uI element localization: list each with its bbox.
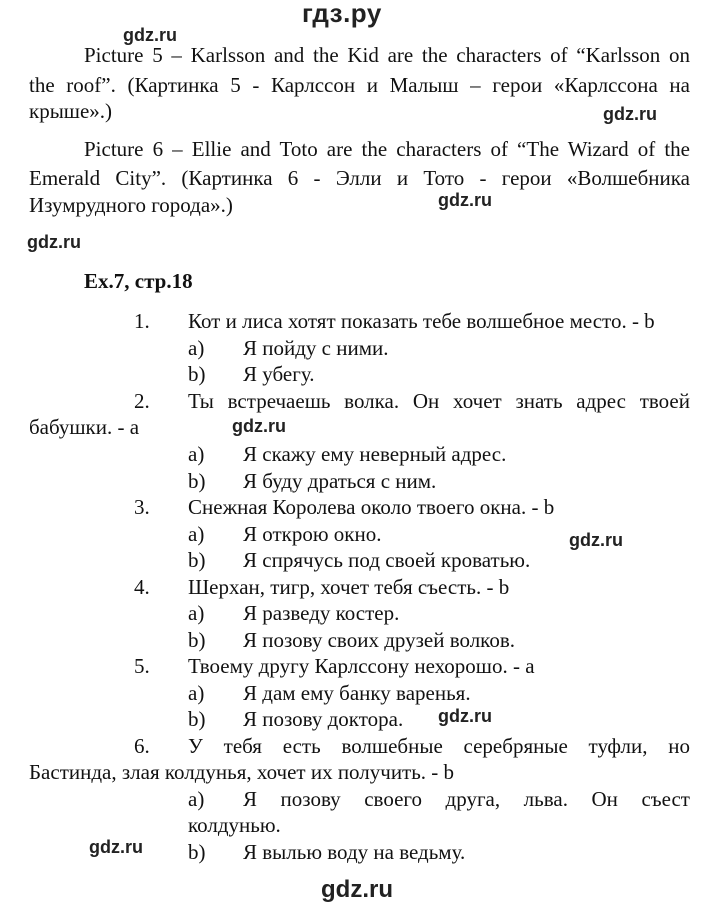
watermark: gdz.ru (569, 530, 623, 550)
option-letter: a) (188, 336, 205, 360)
option-text: Я спрячусь под своей кроватью. (243, 548, 531, 572)
item-question: У тебя есть волшебные серебряные туфли, но (188, 734, 690, 758)
watermark: gdz.ru (27, 232, 81, 252)
option-text: Я открою окно. (243, 522, 382, 546)
item-question: Снежная Королева около твоего окна. - b (188, 495, 555, 519)
watermark: gdz.ru (89, 837, 143, 857)
item-number: 6. (134, 734, 150, 758)
option-letter: a) (188, 787, 205, 811)
item-number: 1. (134, 309, 150, 333)
picture6-line: Picture 6 – Ellie and Toto are the characters of “The Wizard of the (84, 137, 690, 161)
option-letter: a) (188, 522, 205, 546)
watermark: gdz.ru (438, 706, 492, 726)
watermark: gdz.ru (123, 25, 177, 45)
option-letter: a) (188, 442, 205, 466)
option-letter: b) (188, 469, 206, 493)
option-letter: b) (188, 362, 206, 386)
option-text: Я убегу. (243, 362, 315, 386)
option-letter: b) (188, 628, 206, 652)
item-number: 3. (134, 495, 150, 519)
picture5-line: крыше».) (29, 99, 113, 123)
item-question: Твоему другу Карлссону нехорошо. - a (188, 654, 535, 678)
option-text: Я позову своего друга, льва. Он съест (243, 787, 690, 811)
item-question: Шерхан, тигр, хочет тебя съесть. - b (188, 575, 510, 599)
item-number: 5. (134, 654, 150, 678)
picture5-line: the roof”. (Картинка 5 - Карлссон и Малыш – герои «Карлссона на (29, 73, 690, 97)
picture6-line: Emerald City”. (Картинка 6 - Элли и Тото - герои «Волшебника (29, 166, 690, 190)
watermark: gdz.ru (603, 104, 657, 124)
option-text: Я дам ему банку варенья. (243, 681, 471, 705)
option-text: Я позову своих друзей волков. (243, 628, 515, 652)
option-text: Я буду драться с ним. (243, 469, 437, 493)
option-letter: b) (188, 840, 206, 864)
picture6-line: Изумрудного города».) (29, 193, 233, 217)
watermark-top-site: гдз.ру (302, 0, 382, 28)
exercise-heading: Ex.7, стр.18 (84, 269, 193, 293)
option-text-cont: колдунью. (188, 813, 281, 837)
option-text: Я разведу костер. (243, 601, 400, 625)
watermark: gdz.ru (438, 190, 492, 210)
picture5-line: Picture 5 – Karlsson and the Kid are the characters of “Karlsson on (84, 43, 690, 67)
item-number: 4. (134, 575, 150, 599)
item-question-cont: Бастинда, злая колдунья, хочет их получить. - b (29, 760, 455, 784)
item-number: 2. (134, 389, 150, 413)
item-question-cont: бабушки. - a (29, 415, 140, 439)
option-letter: a) (188, 681, 205, 705)
option-text: Я пойду с ними. (243, 336, 389, 360)
watermark: gdz.ru (232, 416, 286, 436)
option-letter: b) (188, 548, 206, 572)
watermark-bottom: gdz.ru (321, 876, 393, 903)
option-letter: b) (188, 707, 206, 731)
item-question: Кот и лиса хотят показать тебе волшебное место. - b (188, 309, 655, 333)
option-text: Я вылью воду на ведьму. (243, 840, 466, 864)
option-text: Я позову доктора. (243, 707, 404, 731)
item-question: Ты встречаешь волка. Он хочет знать адрес твоей (188, 389, 690, 413)
option-text: Я скажу ему неверный адрес. (243, 442, 507, 466)
option-letter: a) (188, 601, 205, 625)
